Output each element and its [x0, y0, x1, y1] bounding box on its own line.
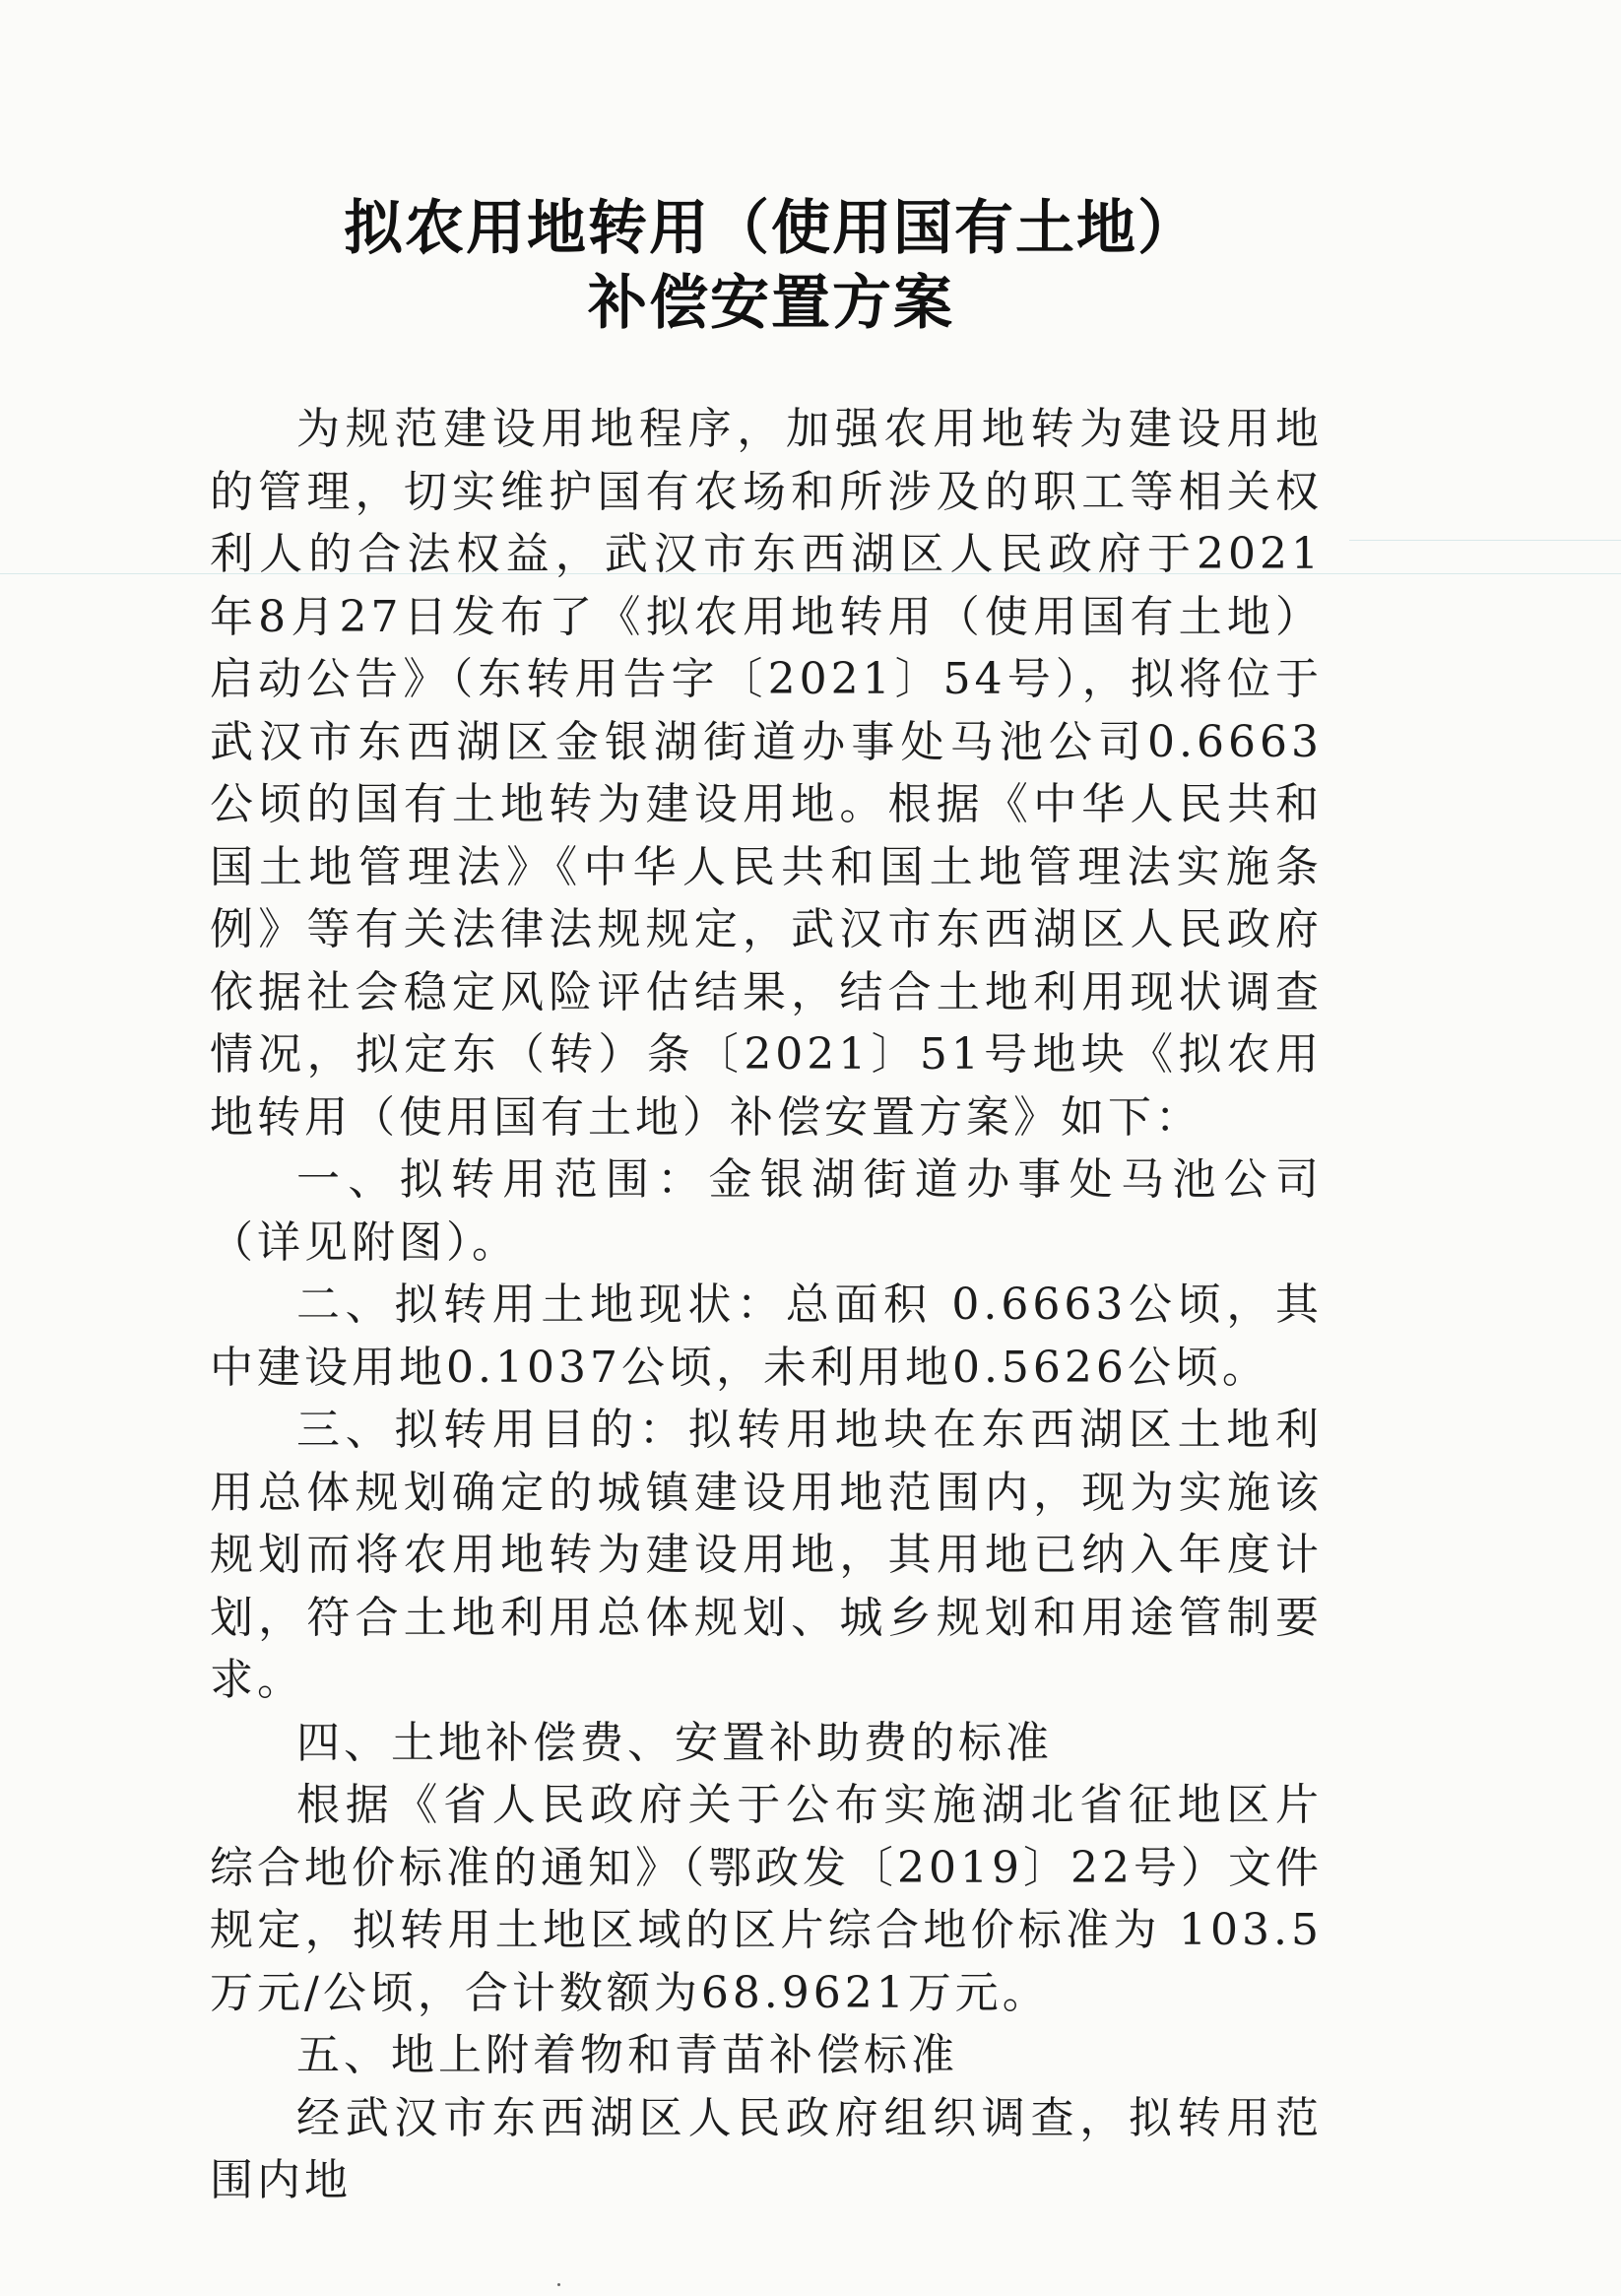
paragraph-survey: 经武汉市东西湖区人民政府组织调查，拟转用范围内地	[210, 2092, 1323, 2205]
paragraph-intro: 为规范建设用地程序，加强农用地转为建设用地的管理，切实维护国有农场和所涉及的职工等相关权利人的合法权益，武汉市东西湖区人民政府于2021年8月27日发布了《拟农用地转用（使用国有土地）启动公告》（东转用告字〔2021〕54号），拟将位于武汉市东西湖区金银湖街道办事处马池公司0.6663公顷的国有土地转为建设用地。根据《中华人民共和国土地管理法》《中华人民共和国土地管理法实施条例》等有关法律法规规定，武汉市东西湖区人民政府依据社会稳定风险评估结果，结合土地利用现状调查情况，拟定东（转）条〔2021〕51号地块《拟农用地转用（使用国有土地）补偿安置方案》如下：	[210, 404, 1323, 1143]
paragraph-land-status: 二、拟转用土地现状：总面积 0.6663公顷，其中建设用地0.1037公顷，未利用地0.5626公顷。	[210, 1279, 1323, 1393]
paragraph-compensation: 根据《省人民政府关于公布实施湖北省征地区片综合地价标准的通知》（鄂政发〔2019〕22号）文件规定，拟转用土地区域的区片综合地价标准为 103.5 万元/公顷，合计数额为68.9621万元。	[210, 1780, 1323, 2018]
scan-artifact-line	[1349, 540, 1621, 541]
paragraph-purpose: 三、拟转用目的：拟转用地块在东西湖区土地利用总体规划确定的城镇建设用地范围内，现为实施该规划而将农用地转为建设用地，其用地已纳入年度计划，符合土地利用总体规划、城乡规划和用途管制要求。	[210, 1405, 1323, 1705]
paragraph-scope: 一、拟转用范围：金银湖街道办事处马池公司（详见附图）。	[210, 1154, 1323, 1268]
section-heading-attachments: 五、地上附着物和青苗补偿标准	[296, 2030, 958, 2080]
document-title-line2: 补偿安置方案	[588, 269, 954, 338]
document-title-line1: 拟农用地转用（使用国有土地）	[344, 194, 1199, 263]
scan-dot	[557, 2283, 560, 2286]
section-heading-compensation: 四、土地补偿费、安置补助费的标准	[296, 1717, 1053, 1768]
document-body	[210, 398, 1323, 2212]
